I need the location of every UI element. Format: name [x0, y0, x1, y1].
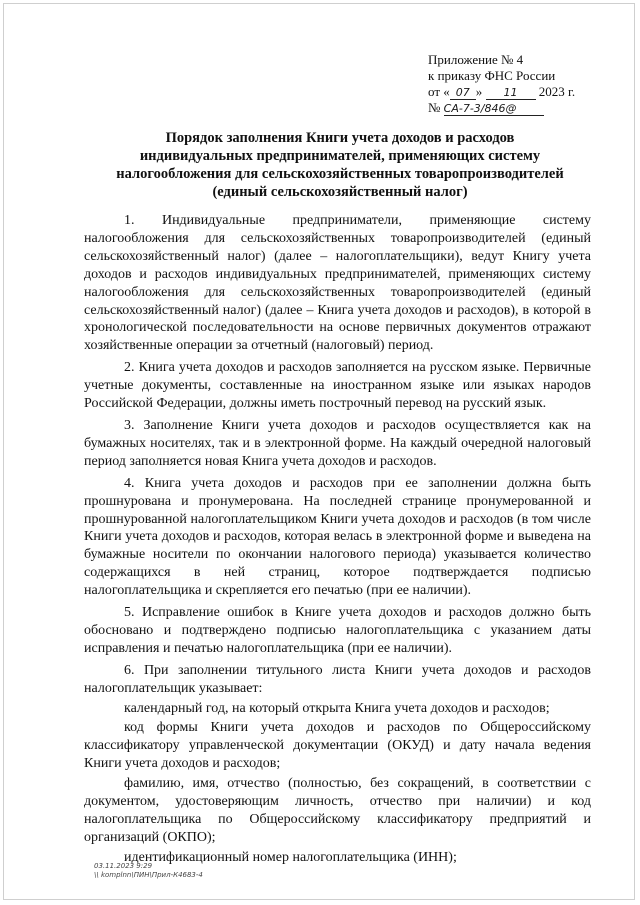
paragraph-3: 3. Заполнение Книги учета доходов и расходов осуществляется как на бумажных носителях, так и в электронной форме. На каждый очередной налоговый период заполняется новая Книга учета доходов и расходов. [84, 417, 591, 469]
date-prefix: от « [428, 84, 450, 99]
appendix-header [428, 52, 628, 116]
title-line: (единый сельскохозяйственный налог) [212, 184, 468, 200]
title-line: Порядок заполнения Книги учета доходов и расходов [165, 130, 515, 146]
paragraph-6: 6. При заполнении титульного листа Книги учета доходов и расходов налогоплательщик указывает: [84, 662, 591, 696]
date-year: 2023 г. [538, 84, 576, 99]
paragraph-4: 4. Книга учета доходов и расходов при ее заполнении должна быть прошнурована и пронумерована. На последней странице пронумерованной и прошнурованной налогоплательщиком Книги учета доходов и расходов (в том числе Книги учета доходов и расходов, которая велась в электронной форме и выведена на бумажные носители по окончании налогового периода) указывается количество содержащихся в ней страниц, которое подтверждается подписью налогоплательщика и скрепляется его печатью (при ее наличии). [84, 475, 591, 599]
paragraph-2: 2. Книга учета доходов и расходов заполняется на русском языке. Первичные учетные документы, составленные на иностранном языке или языках народов Российской Федерации, должны иметь построчный перевод на русский язык. [84, 360, 591, 412]
list-item-okud-code: код формы Книги учета доходов и расходов по Общероссийскому классификатору управленческой документации (ОКУД) и дату начала ведения Книги учета доходов и расходов; [84, 720, 591, 772]
title-line: индивидуальных предпринимателей, применяющих систему [139, 148, 541, 164]
date-day: 07 [450, 86, 476, 100]
document-body [84, 212, 591, 869]
order-reference: к приказу ФНС России [428, 68, 556, 83]
list-item-full-name: фамилию, имя, отчество (полностью, без сокращений, в соответствии с документом, удостоверяющим личность, отчество при наличии) и код налогоплательщика по Общероссийскому классификатору предприятий и организаций (ОКПО); [84, 776, 591, 845]
paragraph-1: 1. Индивидуальные предприниматели, применяющие систему налогообложения для сельскохозяйственных товаропроизводителей (единый сельскохозяйственный налог) (далее – налогоплательщики), ведут Книгу учета доходов и расходов индивидуальных предпринимателей, применяющих систему налогообложения для сельскохозяйственных товаропроизводителей (единый сельскохозяйственный налог) (далее – Книга учета доходов и расходов), в которой в хронологической последовательности на основе первичных документов отражают хозяйственные операции за отчетный (налоговый) период. [84, 213, 591, 354]
order-date [428, 84, 628, 100]
order-number [428, 100, 628, 116]
date-month: 11 [486, 86, 536, 100]
number-value: СА-7-3/846@ [444, 102, 544, 116]
paragraph-5: 5. Исправление ошибок в Книге учета доходов и расходов должно быть обосновано и подтверждено подписью налогоплательщика с указанием даты исправления и печатью налогоплательщика (при ее наличии). [84, 605, 591, 656]
date-mid: » [475, 84, 483, 99]
document-title [60, 129, 620, 201]
footer-stamp [94, 862, 203, 880]
footer-doc-path: \\ komplnn\ПИН\Прил-К4683-4 [94, 871, 203, 879]
list-item-inn: идентификационный номер налогоплательщика (ИНН); [124, 849, 457, 865]
list-item-calendar-year: календарный год, на который открыта Книга учета доходов и расходов; [124, 700, 550, 716]
title-line: налогообложения для сельскохозяйственных товаропроизводителей [116, 166, 564, 182]
number-prefix: № [428, 100, 441, 115]
appendix-label: Приложение № 4 [428, 52, 524, 67]
footer-timestamp: 03.11.2023 9:29 [94, 862, 153, 870]
